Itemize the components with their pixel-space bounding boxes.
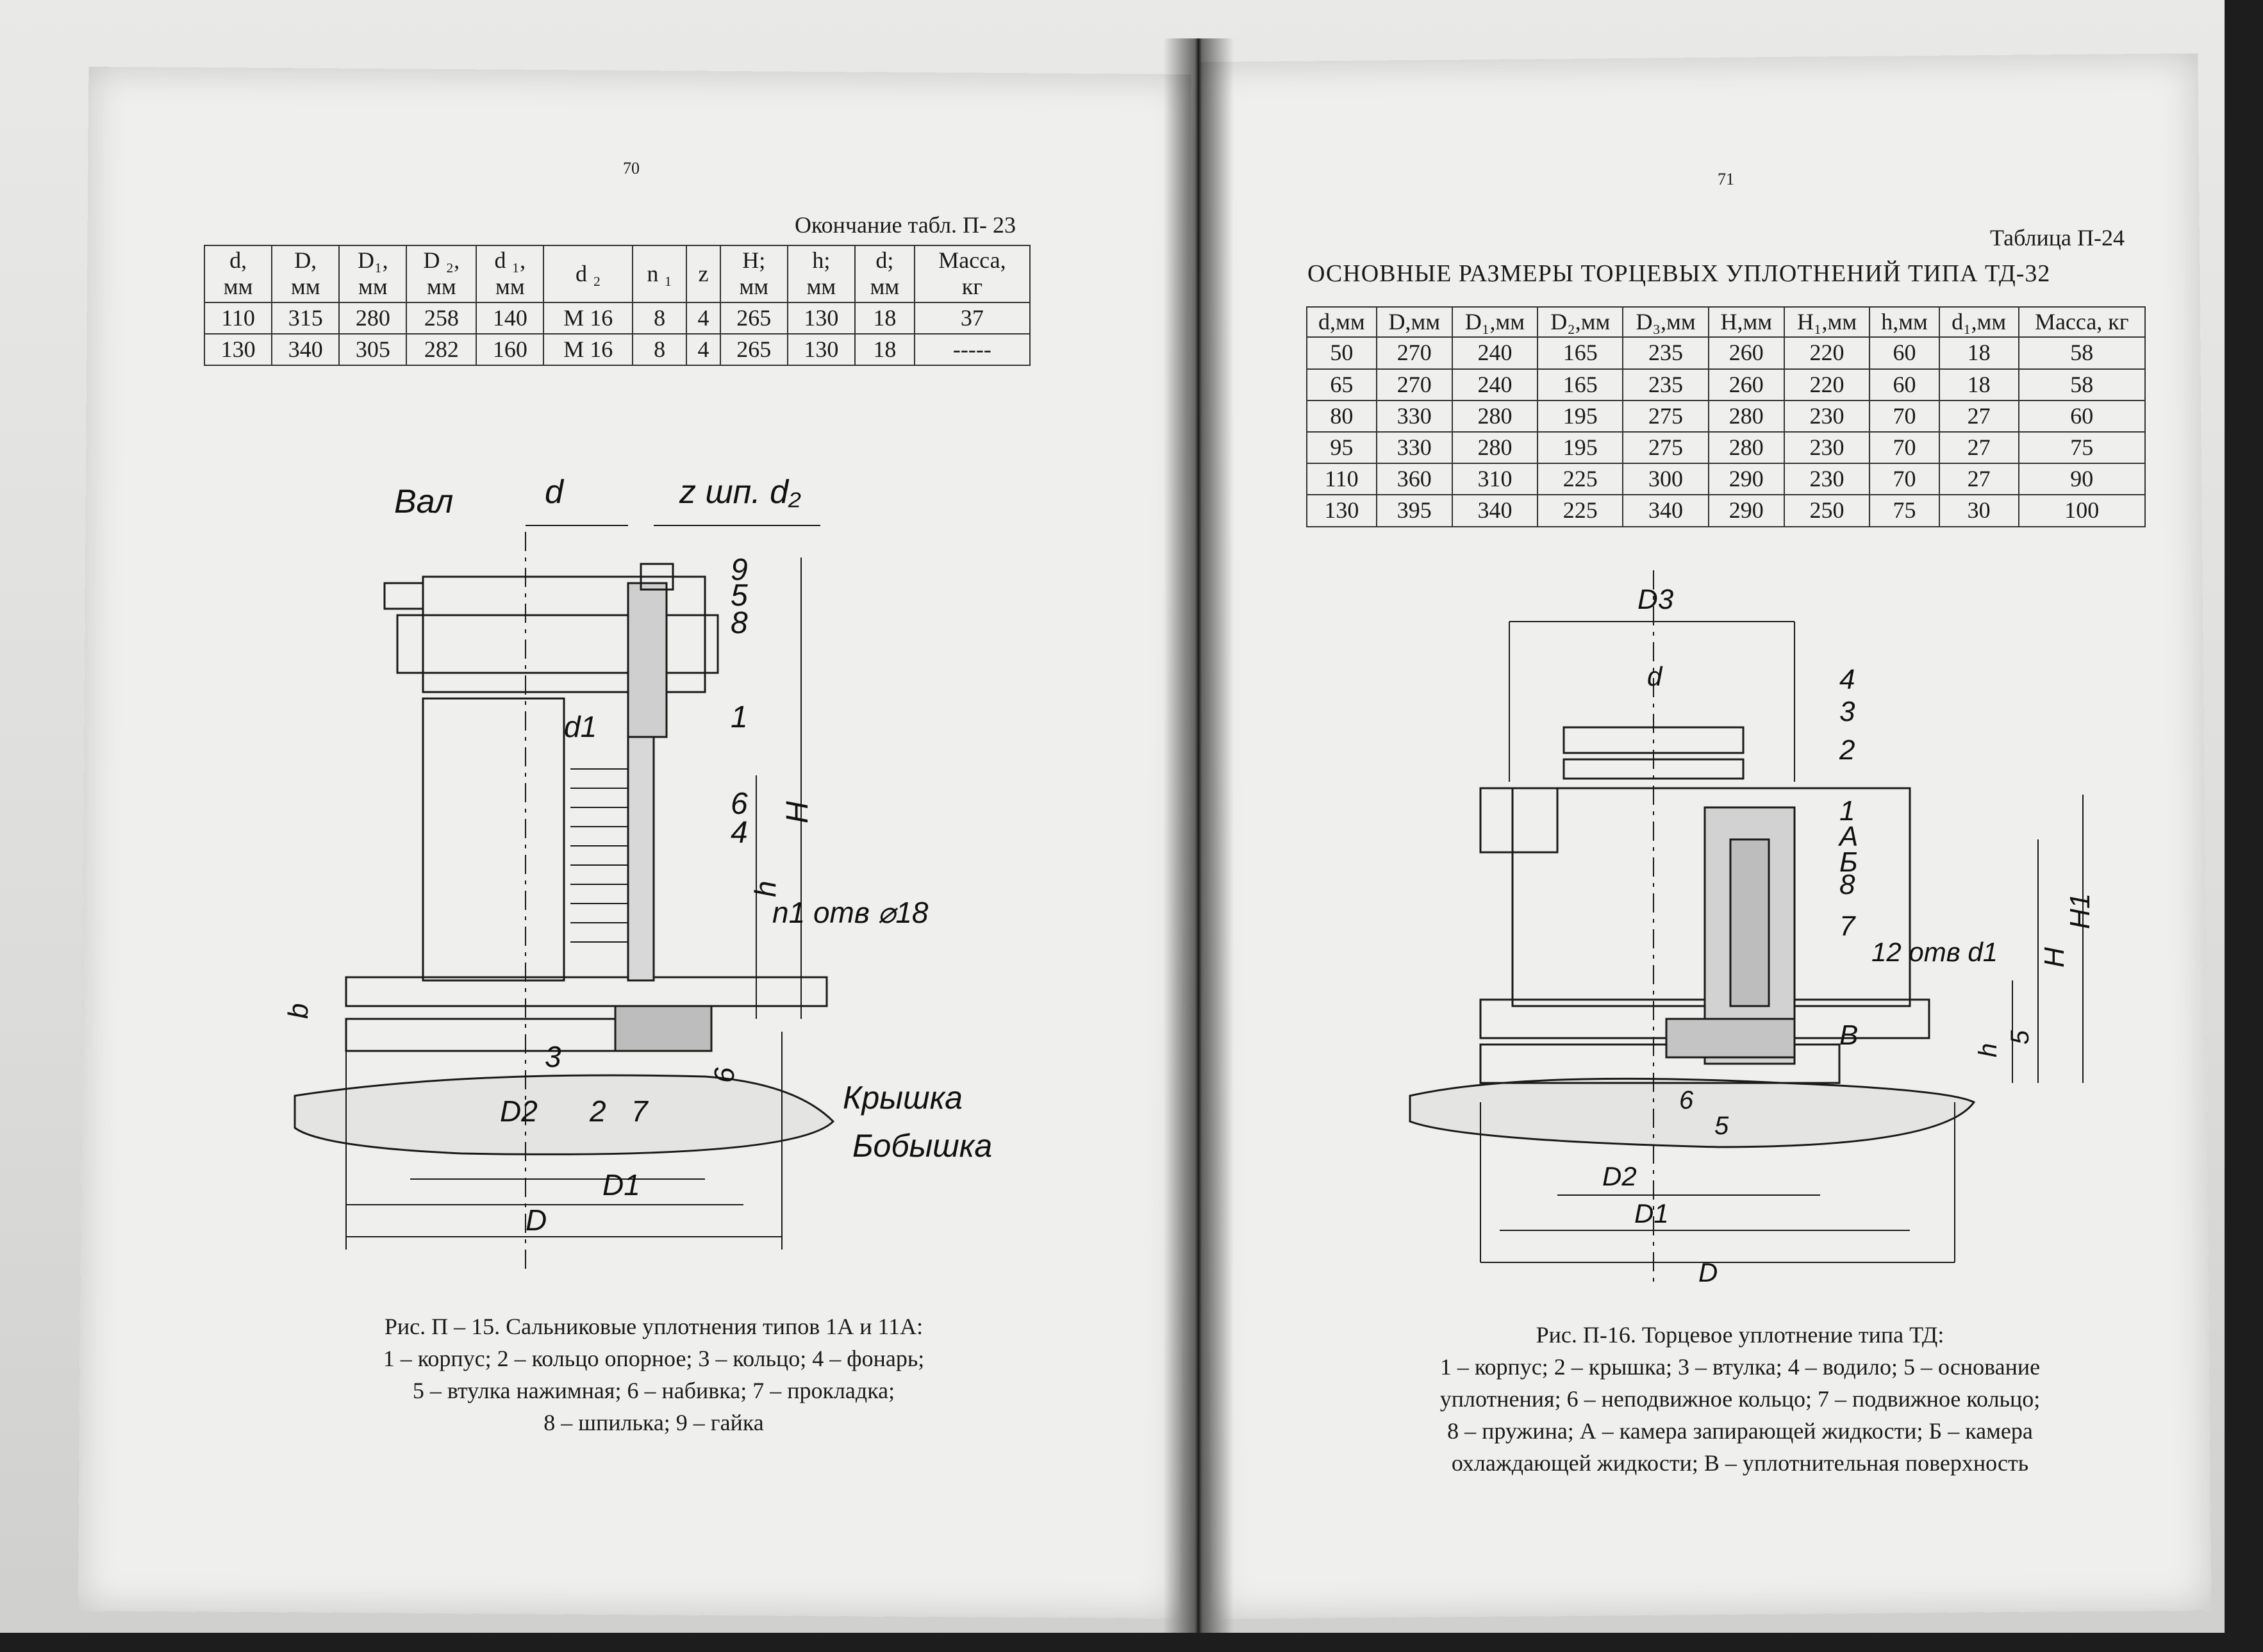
table-row: [204, 334, 1030, 365]
col-d-small: d; мм: [855, 245, 915, 302]
table-cell: 70: [1869, 432, 1939, 463]
table-cell: 282: [406, 334, 476, 365]
table-cell: 265: [720, 334, 788, 365]
col-D: D,мм: [1377, 307, 1452, 337]
label-d: d: [545, 474, 563, 511]
table-cell: -----: [915, 334, 1030, 365]
table-cell: 70: [1869, 401, 1939, 432]
caption-line: 8 – шпилька; 9 – гайка: [543, 1410, 764, 1435]
table-cell: 165: [1538, 369, 1623, 401]
label-1: 1: [1839, 795, 1855, 827]
table-cell: 75: [2019, 432, 2146, 463]
caption-line: 8 – пружина; А – камера запирающей жидкости; Б – камера: [1447, 1418, 2033, 1444]
label-D: D: [526, 1203, 547, 1237]
table-cell: 220: [1784, 337, 1869, 368]
caption-line: Рис. П – 15. Сальниковые уплотнения типов 1А и 11А:: [384, 1314, 924, 1339]
table-cell: 340: [1623, 495, 1708, 526]
table-row: [1307, 432, 2145, 463]
col-d2: d ₂: [543, 245, 633, 302]
label-2: 2: [1839, 734, 1855, 766]
label-2: 2: [590, 1094, 606, 1128]
left-table-header-row: [204, 245, 1030, 302]
col-D2: D ₂, мм: [406, 245, 476, 302]
caption-line: охлаждающей жидкости; В – уплотнительная поверхность: [1451, 1450, 2029, 1476]
table-cell: 140: [476, 302, 543, 334]
label-6-vertical: 6: [709, 1067, 740, 1083]
right-table-title: ОСНОВНЫЕ РАЗМЕРЫ ТОРЦЕВЫХ УПЛОТНЕНИЙ ТИПА ТД-32: [1307, 260, 2051, 287]
caption-line: 5 – втулка нажимная; 6 – набивка; 7 – прокладка;: [412, 1378, 895, 1403]
label-bobyshka: Бобышка: [852, 1128, 993, 1164]
table-cell: 260: [1709, 337, 1784, 368]
col-n1: n ₁: [633, 245, 686, 302]
label-8: 8: [1839, 869, 1855, 900]
label-7: 7: [631, 1094, 648, 1128]
table-cell: 110: [1307, 463, 1377, 495]
table-cell: 30: [1939, 495, 2019, 526]
stuffing-box-geometry: [295, 525, 833, 1275]
label-6: 6: [1679, 1086, 1694, 1114]
table-cell: 4: [686, 334, 720, 365]
table-cell: 230: [1784, 401, 1869, 432]
table-cell: 315: [272, 302, 339, 334]
label-7: 7: [1839, 911, 1855, 942]
col-h: h,мм: [1869, 307, 1939, 337]
table-cell: 18: [1939, 337, 2019, 368]
table-cell: 395: [1377, 495, 1452, 526]
right-page-number: 71: [1718, 170, 1734, 188]
table-cell: 90: [2019, 463, 2146, 495]
table-cell: 160: [476, 334, 543, 365]
label-D: D: [1698, 1257, 1718, 1287]
label-9: 9: [731, 553, 748, 587]
left-page-number: 70: [623, 159, 640, 178]
table-cell: 250: [1784, 495, 1869, 526]
col-D: D, мм: [272, 245, 339, 302]
scan-edge-bottom: [0, 1633, 2263, 1652]
table-cell: 225: [1538, 495, 1623, 526]
table-cell: 100: [2019, 495, 2146, 526]
label-A: А: [1839, 821, 1859, 852]
table-cell: 260: [1709, 369, 1784, 401]
right-figure-caption: [1333, 1319, 2147, 1479]
col-mass: Масса, кг: [2019, 307, 2146, 337]
table-cell: 300: [1623, 463, 1708, 495]
col-h: h; мм: [788, 245, 855, 302]
table-cell: 225: [1538, 463, 1623, 495]
table-cell: 4: [686, 302, 720, 334]
col-D1: D₁,мм: [1452, 307, 1538, 337]
table-cell: 58: [2019, 337, 2146, 368]
table-cell: 130: [788, 302, 855, 334]
label-b: b: [283, 1003, 314, 1019]
stuffing-box-drawing: [269, 468, 1038, 1288]
table-cell: 130: [204, 334, 272, 365]
label-H1: H1: [2064, 893, 2096, 929]
right-table-header-row: [1307, 307, 2145, 337]
col-H1: H₁,мм: [1784, 307, 1869, 337]
caption-line: уплотнения; 6 – неподвижное кольцо; 7 – подвижное кольцо;: [1439, 1386, 2041, 1412]
table-cell: 270: [1377, 337, 1452, 368]
table-cell: 240: [1452, 337, 1538, 368]
col-H: H,мм: [1709, 307, 1784, 337]
right-table: [1306, 306, 2146, 527]
label-D1: D1: [1634, 1198, 1669, 1228]
table-cell: 330: [1377, 401, 1452, 432]
label-n-otv: n1 отв ⌀18: [772, 896, 929, 929]
label-12-otv: 12 отв d1: [1871, 937, 1998, 967]
col-H: H; мм: [720, 245, 788, 302]
table-row: [204, 302, 1030, 334]
label-h: h: [1974, 1043, 2002, 1057]
table-cell: 220: [1784, 369, 1869, 401]
table-cell: 165: [1538, 337, 1623, 368]
table-cell: 110: [204, 302, 272, 334]
table-cell: 95: [1307, 432, 1377, 463]
table-cell: 340: [1452, 495, 1538, 526]
table-row: [1307, 495, 2145, 526]
table-cell: 195: [1538, 432, 1623, 463]
table-cell: 280: [339, 302, 406, 334]
table-cell: 230: [1784, 463, 1869, 495]
book-gutter: [1163, 38, 1234, 1640]
table-cell: 60: [1869, 337, 1939, 368]
right-table-caption: Таблица П-24: [1990, 225, 2125, 251]
table-cell: 280: [1709, 401, 1784, 432]
table-cell: 270: [1377, 369, 1452, 401]
table-cell: 290: [1709, 495, 1784, 526]
col-D1: D₁, мм: [339, 245, 406, 302]
label-B: Б: [1839, 847, 1858, 878]
table-cell: 65: [1307, 369, 1377, 401]
scan-edge-right: [2225, 0, 2263, 1652]
col-d: d,мм: [1307, 307, 1377, 337]
label-d: d: [1647, 661, 1662, 691]
caption-line: 1 – корпус; 2 – кольцо опорное; 3 – кольцо; 4 – фонарь;: [383, 1346, 925, 1371]
label-V: В: [1839, 1020, 1859, 1051]
table-cell: 275: [1623, 432, 1708, 463]
table-cell: 27: [1939, 401, 2019, 432]
table-cell: 280: [1709, 432, 1784, 463]
label-3: 3: [545, 1040, 561, 1073]
table-cell: 60: [1869, 369, 1939, 401]
label-4: 4: [1839, 664, 1855, 695]
table-cell: 70: [1869, 463, 1939, 495]
label-D2: D2: [500, 1094, 538, 1128]
label-val: Вал: [394, 483, 454, 520]
table-cell: 235: [1623, 369, 1708, 401]
table-cell: 305: [339, 334, 406, 365]
table-cell: 27: [1939, 463, 2019, 495]
table-cell: 8: [633, 334, 686, 365]
table-cell: 230: [1784, 432, 1869, 463]
col-d: d, мм: [204, 245, 272, 302]
table-cell: 58: [2019, 369, 2146, 401]
table-cell: 18: [1939, 369, 2019, 401]
table-cell: 280: [1452, 432, 1538, 463]
table-cell: 8: [633, 302, 686, 334]
table-cell: 310: [1452, 463, 1538, 495]
table-cell: 265: [720, 302, 788, 334]
table-cell: 80: [1307, 401, 1377, 432]
label-d1: d1: [564, 710, 597, 743]
label-H: H: [2039, 947, 2070, 968]
table-cell: 360: [1377, 463, 1452, 495]
table-row: [1307, 463, 2145, 495]
table-row: [1307, 337, 2145, 368]
label-5: 5: [731, 579, 748, 613]
col-mass: Масса, кг: [915, 245, 1030, 302]
table-row: [1307, 401, 2145, 432]
label-6: 6: [731, 787, 748, 821]
label-H: H: [781, 801, 815, 823]
label-8: 8: [731, 606, 748, 640]
label-1: 1: [731, 700, 748, 734]
label-5-vertical: 5: [2006, 1030, 2034, 1045]
label-D3: D3: [1637, 584, 1674, 615]
table-cell: 275: [1623, 401, 1708, 432]
table-cell: 18: [855, 334, 915, 365]
label-z-shp: z шп. d₂: [679, 474, 801, 511]
label-3: 3: [1839, 696, 1855, 727]
table-cell: 130: [788, 334, 855, 365]
col-z: z: [686, 245, 720, 302]
left-table-caption: Окончание табл. П- 23: [795, 212, 1016, 238]
table-cell: 18: [855, 302, 915, 334]
label-h: h: [749, 880, 782, 897]
table-cell: 290: [1709, 463, 1784, 495]
table-cell: 37: [915, 302, 1030, 334]
label-5: 5: [1714, 1112, 1729, 1140]
table-cell: 240: [1452, 369, 1538, 401]
label-kryshka: Крышка: [843, 1080, 963, 1116]
col-D3: D₃,мм: [1623, 307, 1708, 337]
col-d1: d₁,мм: [1939, 307, 2019, 337]
table-cell: 330: [1377, 432, 1452, 463]
table-cell: 340: [272, 334, 339, 365]
left-table: [204, 245, 1031, 366]
face-seal-drawing: [1397, 570, 2134, 1307]
table-cell: М 16: [543, 334, 633, 365]
table-row: [1307, 369, 2145, 401]
col-D2: D₂,мм: [1538, 307, 1623, 337]
left-figure-caption: [269, 1310, 1038, 1439]
label-D1: D1: [602, 1168, 640, 1202]
table-cell: 60: [2019, 401, 2146, 432]
table-cell: 258: [406, 302, 476, 334]
table-cell: 280: [1452, 401, 1538, 432]
table-cell: 27: [1939, 432, 2019, 463]
caption-line: Рис. П-16. Торцевое уплотнение типа ТД:: [1536, 1322, 1944, 1348]
table-cell: 235: [1623, 337, 1708, 368]
label-D2: D2: [1602, 1161, 1637, 1191]
table-cell: 50: [1307, 337, 1377, 368]
table-cell: 195: [1538, 401, 1623, 432]
table-cell: 75: [1869, 495, 1939, 526]
col-d1: d ₁, мм: [476, 245, 543, 302]
table-cell: 130: [1307, 495, 1377, 526]
caption-line: 1 – корпус; 2 – крышка; 3 – втулка; 4 – водило; 5 – основание: [1439, 1354, 2041, 1380]
table-cell: М 16: [543, 302, 633, 334]
face-seal-geometry: [1410, 570, 2083, 1288]
label-4: 4: [731, 816, 748, 850]
